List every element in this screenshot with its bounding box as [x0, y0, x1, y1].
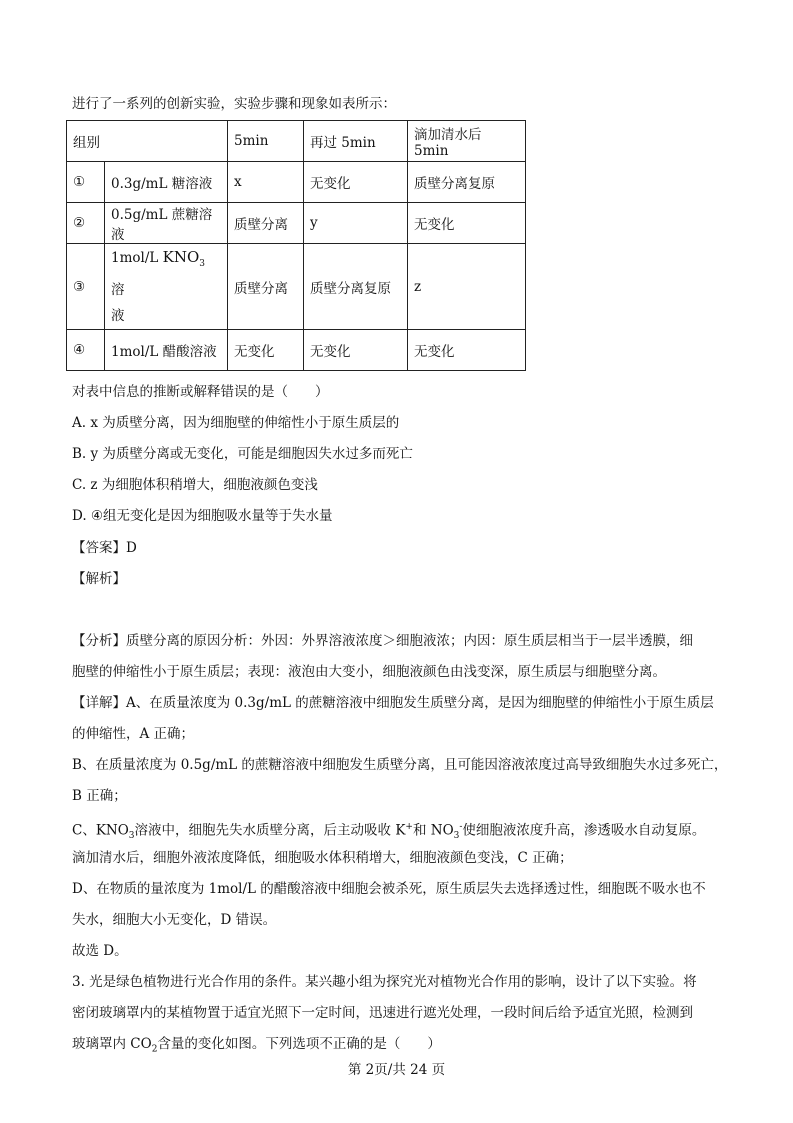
- solution-suffix: 溶: [111, 282, 125, 298]
- chem-formula-sub: 3: [199, 259, 206, 269]
- question-stem: 对表中信息的推断或解释错误的是（ ）: [72, 384, 329, 400]
- solution-name: 0.3g/mL 糖溶液: [105, 162, 228, 203]
- chem-formula: [162, 248, 206, 269]
- q3-line3-a: 玻璃罩内 CO: [72, 1036, 152, 1052]
- option-c: C. z 为细胞体积稍增大，细胞液颜色变浅: [72, 477, 318, 493]
- result-again: y: [304, 203, 408, 244]
- conclusion: 故选 D。: [72, 943, 128, 959]
- result-5min: 质壁分离: [228, 244, 304, 330]
- result-again: 无变化: [304, 162, 408, 203]
- c-line1-c: 和 NO: [412, 822, 454, 839]
- q3-line3-b: 含量的变化如图。下列选项不正确的是（ ）: [157, 1036, 441, 1052]
- table-row: [67, 330, 526, 371]
- detail-line1: 【详解】A、在质量浓度为 0.3g/mL 的蔗糖溶液中细胞发生质壁分离，是因为细胞壁的伸缩性小于原生质层: [72, 695, 714, 711]
- experiment-table: [66, 120, 526, 371]
- solution-name: 1mol/L 醋酸溶液: [105, 330, 228, 371]
- result-again: 无变化: [304, 330, 408, 371]
- result-water: 质壁分离复原: [408, 162, 526, 203]
- solution-name: [105, 244, 228, 330]
- result-water: 无变化: [408, 330, 526, 371]
- analysis-label: 【解析】: [72, 571, 126, 587]
- group-number: ②: [67, 203, 105, 244]
- group-number: ④: [67, 330, 105, 371]
- table-row: [67, 244, 526, 330]
- q3-line2: 密闭玻璃罩内的某植物置于适宜光照下一定时间，迅速进行遮光处理，一段时间后给予适宜光照，检测到: [72, 1005, 693, 1021]
- c-line1: [72, 817, 705, 846]
- table-header-row: [67, 121, 526, 162]
- result-water: 无变化: [408, 203, 526, 244]
- intro-text: 进行了一系列的创新实验，实验步骤和现象如表所示：: [72, 96, 396, 112]
- fenxi-line1: 【分析】质壁分离的原因分析：外因：外界溶液浓度＞细胞液浓；内因：原生质层相当于一层半透膜，细: [72, 633, 693, 649]
- header-5min: 5min: [228, 121, 304, 162]
- c-line1-sup: +: [405, 822, 413, 832]
- c-line1-a: C、KNO: [72, 822, 129, 839]
- detail-line2: 的伸缩性，A 正确；: [72, 726, 195, 742]
- answer-line: [72, 538, 137, 558]
- fenxi-line2: 胞壁的伸缩性小于原生质层；表现：液泡由大变小，细胞液颜色由浅变深，原生质层与细胞壁分离。: [72, 664, 666, 680]
- option-a: A. x 为质壁分离，因为细胞壁的伸缩性小于原生质层的: [72, 415, 400, 431]
- c-line1-sup2: -: [459, 822, 463, 832]
- c-line1-b: 溶液中，细胞先失水质壁分离，后主动吸收 K: [134, 822, 406, 839]
- c-line1-sub: 3: [128, 831, 135, 842]
- b-line2: B 正确；: [72, 788, 127, 804]
- q3-line3: [72, 1034, 441, 1060]
- result-5min: 无变化: [228, 330, 304, 371]
- result-5min: 质壁分离: [228, 203, 304, 244]
- header-group: 组别: [67, 121, 228, 162]
- answer-value: D: [126, 540, 137, 556]
- header-after-water: 滴加清水后 5min: [408, 121, 526, 162]
- q3-line1: 3. 光是绿色植物进行光合作用的条件。某兴趣小组为探究光对植物光合作用的影响，设计了以下实验。将: [72, 974, 697, 990]
- result-water: z: [408, 244, 526, 330]
- header-again-5min: 再过 5min: [304, 121, 408, 162]
- page-footer: 第 2页/共 24 页: [347, 1062, 446, 1078]
- result-again: 质壁分离复原: [304, 244, 408, 330]
- solution-name: 0.5g/mL 蔗糖溶液: [105, 203, 228, 244]
- option-d: D. ④组无变化是因为细胞吸水量等于失水量: [72, 508, 333, 524]
- option-b: B. y 为质壁分离或无变化，可能是细胞因失水过多而死亡: [72, 446, 413, 462]
- q3-line3-sub: 2: [151, 1044, 158, 1055]
- b-line1: B、在质量浓度为 0.5g/mL 的蔗糖溶液中细胞发生质壁分离，且可能因溶液浓度过高导致细胞失水过多死亡，: [72, 757, 728, 773]
- answer-label: 【答案】: [72, 540, 126, 556]
- table-row: [67, 203, 526, 244]
- c-line2: 滴加清水后，细胞外液浓度降低，细胞吸水体积稍增大，细胞液颜色变浅，C 正确；: [72, 850, 573, 866]
- c-line1-d: 使细胞液浓度升高，渗透吸水自动复原。: [462, 822, 706, 839]
- result-5min: x: [228, 162, 304, 203]
- c-line1-sub2: 3: [453, 831, 460, 842]
- solution-conc: 1mol/L: [111, 250, 159, 266]
- chem-formula-base: KNO: [162, 248, 200, 266]
- group-number: ①: [67, 162, 105, 203]
- group-number: ③: [67, 244, 105, 330]
- d-line1: D、在物质的量浓度为 1mol/L 的醋酸溶液中细胞会被杀死，原生质层失去选择透过性，细胞既不吸水也不: [72, 881, 706, 897]
- solution-line2: 液: [111, 308, 125, 324]
- d-line2: 失水，细胞大小无变化，D 错误。: [72, 912, 277, 928]
- table-row: [67, 162, 526, 203]
